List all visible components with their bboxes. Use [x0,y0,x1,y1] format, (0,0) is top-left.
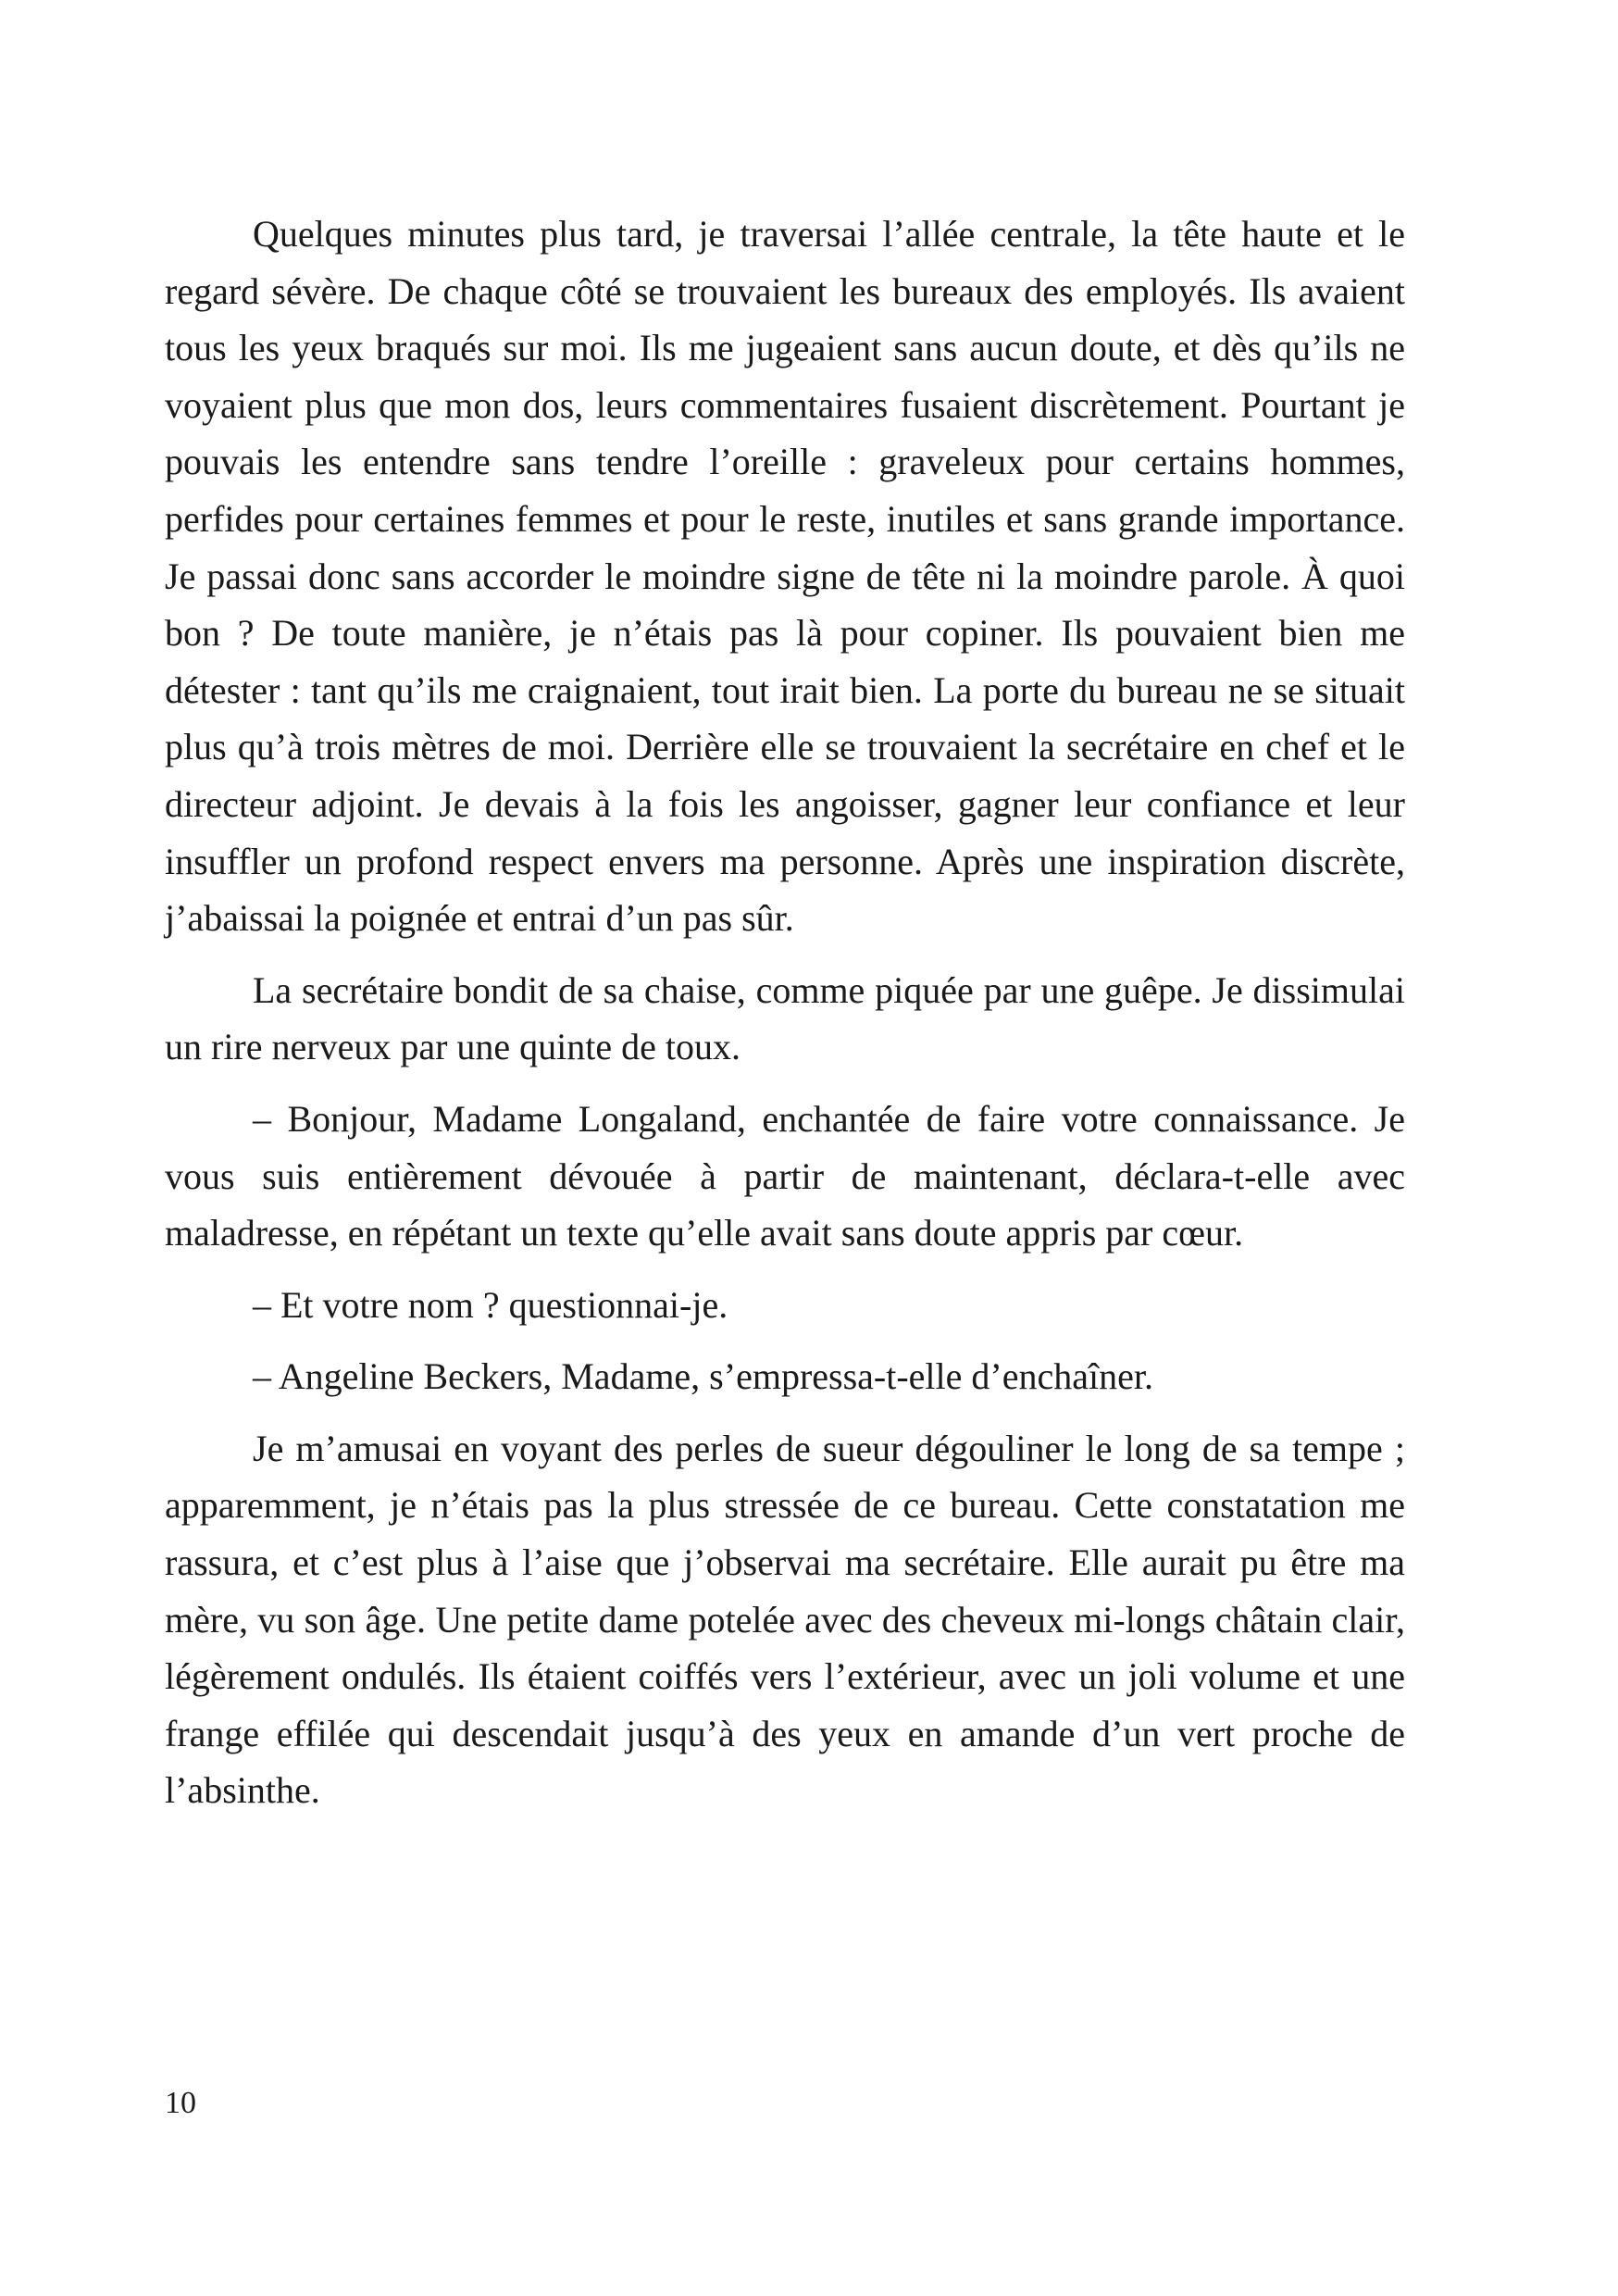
page-number: 10 [165,2086,196,2120]
dialogue-line-2: – Et votre nom ? questionnai-je. [253,1283,728,1326]
dialogue-line-1: – Bonjour, Madame Longaland, enchantée de faire votre connaissance. Je vous suis entièrement dévouée à partir de maintenant, déclara-t-elle avec maladresse, en répétant un texte qu’elle avait sans doute appris par cœur. [165,1097,1405,1254]
paragraph-1: Quelques minutes plus tard, je traversai l’allée centrale, la tête haute et le regard sévère. De chaque côté se trouvaient les bureaux des employés. Ils avaient tous les yeux braqués sur moi. Ils me jugeaient sans aucun doute, et dès qu’ils ne voyaient plus que mon dos, leurs commentaires fusaient discrètement. Pourtant je pouvais les entendre sans tendre l’oreille : graveleux pour certains hommes, perfides pour certaines femmes et pour le reste, inutiles et sans grande importance. Je passai donc sans accorder le moindre signe de tête ni la moindre parole. À quoi bon ? De toute manière, je n’étais pas là pour copiner. Ils pouvaient bien me détester : tant qu’ils me craignaient, tout irait bien. La porte du bureau ne se situait plus qu’à trois mètres de moi. Derrière elle se trouvaient la secrétaire en chef et le directeur adjoint. Je devais à la fois les angoisser, gagner leur confiance et leur insuffler un profond respect envers ma personne. Après une inspiration discrète, j’abaissai la poignée et entrai d’un pas sûr. [165,213,1405,940]
paragraph-2: La secrétaire bondit de sa chaise, comme piquée par une guêpe. Je dissimulai un rire nerveux par une quinte de toux. [165,968,1405,1068]
body-text [165,206,1405,1819]
dialogue-line-3: – Angeline Beckers, Madame, s’empressa-t-elle d’enchaîner. [253,1355,1153,1398]
paragraph-3: Je m’amusai en voyant des perles de sueur dégouliner le long de sa tempe ; apparemment, je n’étais pas la plus stressée de ce bureau. Cette constatation me rassura, et c’est plus à l’aise que j’observai ma secrétaire. Elle aurait pu être ma mère, vu son âge. Une petite dame potelée avec des cheveux mi-longs châtain clair, légèrement ondulés. Ils étaient coiffés vers l’extérieur, avec un joli volume et une frange effilée qui descendait jusqu’à des yeux en amande d’un vert proche de l’absinthe. [165,1427,1405,1812]
